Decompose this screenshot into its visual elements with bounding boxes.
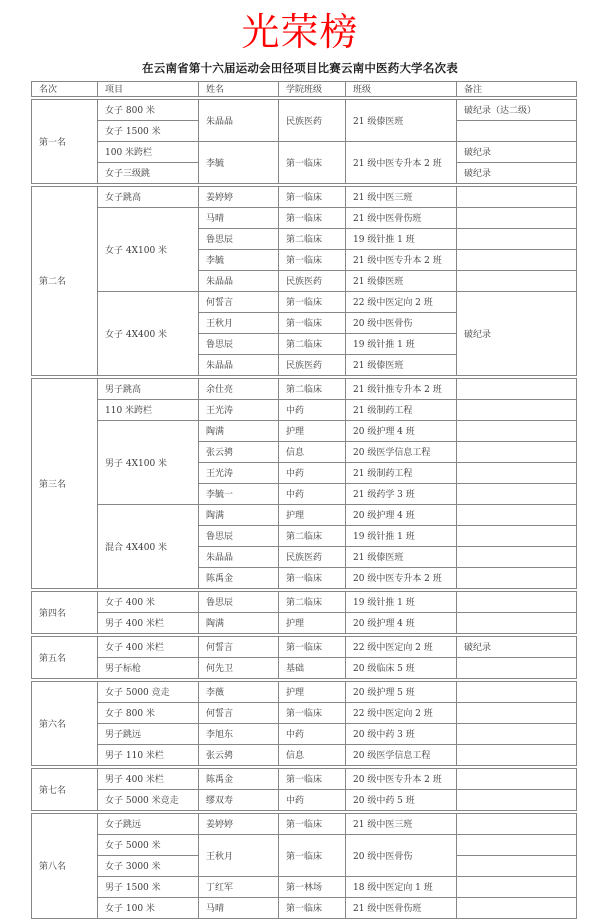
honor-table — [31, 81, 577, 919]
cell-college: 第二临床 — [279, 525, 346, 546]
cell-class: 21 级傣医班 — [346, 99, 457, 141]
cell-class: 22 级中医定向 2 班 — [346, 702, 457, 723]
cell-college: 护理 — [279, 420, 346, 441]
cell-remark — [457, 207, 577, 228]
cell-event: 男子标枪 — [98, 657, 199, 678]
cell-college: 第一临床 — [279, 702, 346, 723]
cell-name: 鲁思辰 — [199, 591, 279, 612]
page — [0, 10, 600, 919]
cell-class: 21 级傣医班 — [346, 270, 457, 291]
cell-name: 张云骋 — [199, 441, 279, 462]
cell-name: 何誓言 — [199, 291, 279, 312]
cell-class: 20 级医学信息工程 — [346, 441, 457, 462]
cell-college: 第一临床 — [279, 291, 346, 312]
table-row — [32, 612, 577, 633]
cell-event: 男子 1500 米 — [98, 876, 199, 897]
cell-class: 21 级中医专升本 2 班 — [346, 249, 457, 270]
cell-class: 19 级针推 1 班 — [346, 333, 457, 354]
cell-class: 19 级针推 1 班 — [346, 228, 457, 249]
cell-rank: 第一名 — [32, 99, 98, 183]
cell-remark: 破纪录 — [457, 291, 577, 375]
rank-section — [31, 636, 577, 679]
cell-class: 21 级中医三班 — [346, 186, 457, 207]
table-row — [32, 141, 577, 162]
cell-class: 20 级护理 4 班 — [346, 612, 457, 633]
cell-remark — [457, 546, 577, 567]
cell-rank: 第六名 — [32, 681, 98, 765]
cell-name: 李薇 — [199, 681, 279, 702]
cell-rank: 第四名 — [32, 591, 98, 633]
table-row — [32, 768, 577, 789]
cell-class: 21 级中医专升本 2 班 — [346, 141, 457, 183]
cell-college: 中药 — [279, 462, 346, 483]
cell-remark — [457, 504, 577, 525]
table-row — [32, 636, 577, 657]
cell-rank: 第三名 — [32, 378, 98, 588]
cell-class: 20 级中医专升本 2 班 — [346, 768, 457, 789]
rank-section — [31, 768, 577, 811]
cell-college: 中药 — [279, 399, 346, 420]
cell-name: 王光涛 — [199, 399, 279, 420]
cell-class: 20 级临床 5 班 — [346, 657, 457, 678]
cell-remark — [457, 249, 577, 270]
cell-remark — [457, 789, 577, 810]
cell-remark — [457, 657, 577, 678]
cell-college: 第一临床 — [279, 897, 346, 918]
cell-remark — [457, 768, 577, 789]
cell-remark — [457, 378, 577, 399]
cell-event: 女子跳远 — [98, 813, 199, 834]
cell-class: 20 级中医骨伤 — [346, 312, 457, 333]
cell-class: 21 级针推专升本 2 班 — [346, 378, 457, 399]
rank-section — [31, 591, 577, 634]
cell-event: 女子 400 米 — [98, 591, 199, 612]
cell-college: 第二临床 — [279, 228, 346, 249]
cell-event: 男子 110 米栏 — [98, 744, 199, 765]
cell-rank: 第七名 — [32, 768, 98, 810]
cell-college: 第一临床 — [279, 768, 346, 789]
cell-name: 朱晶晶 — [199, 354, 279, 375]
cell-remark — [457, 441, 577, 462]
cell-college: 第一临床 — [279, 207, 346, 228]
cell-name: 姜婷婷 — [199, 813, 279, 834]
cell-name: 缪双寿 — [199, 789, 279, 810]
cell-remark — [457, 855, 577, 876]
cell-name: 何誓言 — [199, 702, 279, 723]
column-header: 学院班级 — [279, 81, 346, 96]
table-row — [32, 744, 577, 765]
cell-college: 信息 — [279, 744, 346, 765]
table-row — [32, 378, 577, 399]
cell-name: 陈禹金 — [199, 768, 279, 789]
cell-name: 李旭东 — [199, 723, 279, 744]
cell-college: 第一临床 — [279, 636, 346, 657]
cell-name: 陈禹金 — [199, 567, 279, 588]
cell-college: 中药 — [279, 483, 346, 504]
cell-name: 马晴 — [199, 897, 279, 918]
cell-rank: 第八名 — [32, 813, 98, 918]
cell-event: 混合 4X400 米 — [98, 504, 199, 588]
cell-name: 陶满 — [199, 504, 279, 525]
column-header: 项目 — [98, 81, 199, 96]
cell-college: 中药 — [279, 723, 346, 744]
cell-class: 20 级医学信息工程 — [346, 744, 457, 765]
rank-section — [31, 186, 577, 376]
cell-event: 女子 100 米 — [98, 897, 199, 918]
cell-class: 21 级中医骨伤班 — [346, 897, 457, 918]
cell-event: 男子 400 米栏 — [98, 768, 199, 789]
cell-college: 第一临床 — [279, 312, 346, 333]
cell-name: 张云骋 — [199, 744, 279, 765]
cell-remark — [457, 270, 577, 291]
column-header: 姓名 — [199, 81, 279, 96]
cell-remark: 破纪录 — [457, 141, 577, 162]
cell-class: 21 级制药工程 — [346, 399, 457, 420]
table-row — [32, 834, 577, 855]
cell-remark — [457, 399, 577, 420]
cell-name: 马晴 — [199, 207, 279, 228]
cell-remark — [457, 723, 577, 744]
cell-college: 第一临床 — [279, 249, 346, 270]
table-row — [32, 789, 577, 810]
cell-class: 20 级护理 4 班 — [346, 504, 457, 525]
page-subtitle: 在云南省第十六届运动会田径项目比赛云南中医药大学名次表 — [142, 60, 458, 75]
cell-event: 女子三级跳 — [98, 162, 199, 183]
cell-remark — [457, 186, 577, 207]
cell-college: 第一临床 — [279, 567, 346, 588]
cell-class: 20 级护理 5 班 — [346, 681, 457, 702]
cell-class: 21 级中医三班 — [346, 813, 457, 834]
cell-class: 21 级制药工程 — [346, 462, 457, 483]
cell-name: 鲁思辰 — [199, 333, 279, 354]
cell-name: 丁红军 — [199, 876, 279, 897]
cell-name: 王光涛 — [199, 462, 279, 483]
cell-name: 陶满 — [199, 420, 279, 441]
cell-remark — [457, 813, 577, 834]
table-row — [32, 420, 577, 441]
table-row — [32, 681, 577, 702]
table-row — [32, 897, 577, 918]
cell-class: 21 级傣医班 — [346, 354, 457, 375]
cell-remark — [457, 612, 577, 633]
cell-remark: 破纪录 — [457, 636, 577, 657]
cell-name: 朱晶晶 — [199, 270, 279, 291]
cell-remark — [457, 228, 577, 249]
cell-remark — [457, 120, 577, 141]
table-row — [32, 876, 577, 897]
cell-name: 何先卫 — [199, 657, 279, 678]
cell-name: 李毓 — [199, 141, 279, 183]
cell-remark — [457, 525, 577, 546]
cell-name: 余仕亮 — [199, 378, 279, 399]
cell-college: 第一临床 — [279, 141, 346, 183]
cell-name: 王秋月 — [199, 834, 279, 876]
cell-class: 18 级中医定向 1 班 — [346, 876, 457, 897]
cell-remark — [457, 591, 577, 612]
cell-class: 21 级中医骨伤班 — [346, 207, 457, 228]
cell-college: 护理 — [279, 681, 346, 702]
rank-section — [31, 813, 577, 919]
table-row — [32, 99, 577, 120]
cell-name: 王秋月 — [199, 312, 279, 333]
cell-college: 第二临床 — [279, 378, 346, 399]
cell-college: 第二临床 — [279, 591, 346, 612]
cell-event: 女子 4X400 米 — [98, 291, 199, 375]
table-row — [32, 591, 577, 612]
cell-remark — [457, 897, 577, 918]
cell-event: 男子跳远 — [98, 723, 199, 744]
cell-class: 20 级中药 5 班 — [346, 789, 457, 810]
cell-event: 女子 3000 米 — [98, 855, 199, 876]
cell-event: 110 米跨栏 — [98, 399, 199, 420]
cell-event: 女子 800 米 — [98, 702, 199, 723]
cell-college: 民族医药 — [279, 354, 346, 375]
cell-event: 女子 5000 米竞走 — [98, 789, 199, 810]
rank-section — [31, 378, 577, 589]
table-row — [32, 504, 577, 525]
cell-event: 100 米跨栏 — [98, 141, 199, 162]
column-header: 备注 — [457, 81, 577, 96]
column-header: 名次 — [32, 81, 98, 96]
cell-college: 护理 — [279, 612, 346, 633]
cell-class: 20 级中医专升本 2 班 — [346, 567, 457, 588]
cell-event: 女子 5000 竞走 — [98, 681, 199, 702]
cell-class: 22 级中医定向 2 班 — [346, 291, 457, 312]
rank-section — [31, 681, 577, 766]
cell-remark: 破纪录（达二级） — [457, 99, 577, 120]
cell-event: 女子 4X100 米 — [98, 207, 199, 291]
table-row — [32, 399, 577, 420]
cell-event: 女子 800 米 — [98, 99, 199, 120]
cell-event: 男子 4X100 米 — [98, 420, 199, 504]
cell-rank: 第二名 — [32, 186, 98, 375]
cell-remark — [457, 876, 577, 897]
cell-class: 20 级中医骨伤 — [346, 834, 457, 876]
cell-class: 19 级针推 1 班 — [346, 591, 457, 612]
table-row — [32, 657, 577, 678]
table-row — [32, 207, 577, 228]
table-row — [32, 186, 577, 207]
cell-event: 女子 1500 米 — [98, 120, 199, 141]
cell-remark — [457, 483, 577, 504]
cell-class: 22 级中医定向 2 班 — [346, 636, 457, 657]
cell-event: 女子 400 米栏 — [98, 636, 199, 657]
cell-college: 中药 — [279, 789, 346, 810]
cell-name: 李毓 — [199, 249, 279, 270]
cell-remark — [457, 744, 577, 765]
table-row — [32, 723, 577, 744]
cell-event: 男子跳高 — [98, 378, 199, 399]
cell-class: 21 级药学 3 班 — [346, 483, 457, 504]
cell-college: 基础 — [279, 657, 346, 678]
cell-college: 第一临床 — [279, 186, 346, 207]
cell-name: 李毓一 — [199, 483, 279, 504]
cell-event: 女子跳高 — [98, 186, 199, 207]
cell-remark — [457, 702, 577, 723]
table-row — [32, 702, 577, 723]
rank-section — [31, 99, 577, 184]
cell-class: 20 级护理 4 班 — [346, 420, 457, 441]
cell-name: 鲁思辰 — [199, 228, 279, 249]
table-row — [32, 813, 577, 834]
cell-name: 朱晶晶 — [199, 546, 279, 567]
cell-college: 民族医药 — [279, 546, 346, 567]
cell-remark — [457, 462, 577, 483]
cell-college: 第一林场 — [279, 876, 346, 897]
cell-college: 民族医药 — [279, 99, 346, 141]
cell-class: 19 级针推 1 班 — [346, 525, 457, 546]
cell-class: 20 级中药 3 班 — [346, 723, 457, 744]
cell-name: 姜婷婷 — [199, 186, 279, 207]
cell-event: 男子 400 米栏 — [98, 612, 199, 633]
cell-rank: 第五名 — [32, 636, 98, 678]
cell-event: 女子 5000 米 — [98, 834, 199, 855]
cell-remark — [457, 420, 577, 441]
cell-remark — [457, 681, 577, 702]
cell-remark — [457, 567, 577, 588]
cell-remark — [457, 834, 577, 855]
cell-name: 何誓言 — [199, 636, 279, 657]
cell-college: 民族医药 — [279, 270, 346, 291]
cell-remark: 破纪录 — [457, 162, 577, 183]
cell-name: 陶满 — [199, 612, 279, 633]
cell-college: 第二临床 — [279, 333, 346, 354]
column-header: 班级 — [346, 81, 457, 96]
cell-college: 护理 — [279, 504, 346, 525]
cell-name: 朱晶晶 — [199, 99, 279, 141]
table-header-block — [31, 81, 577, 97]
table-row — [32, 291, 577, 312]
cell-college: 第一临床 — [279, 813, 346, 834]
cell-college: 第一临床 — [279, 834, 346, 876]
cell-college: 信息 — [279, 441, 346, 462]
cell-name: 鲁思辰 — [199, 525, 279, 546]
page-title: 光荣榜 — [241, 10, 359, 54]
cell-class: 21 级傣医班 — [346, 546, 457, 567]
